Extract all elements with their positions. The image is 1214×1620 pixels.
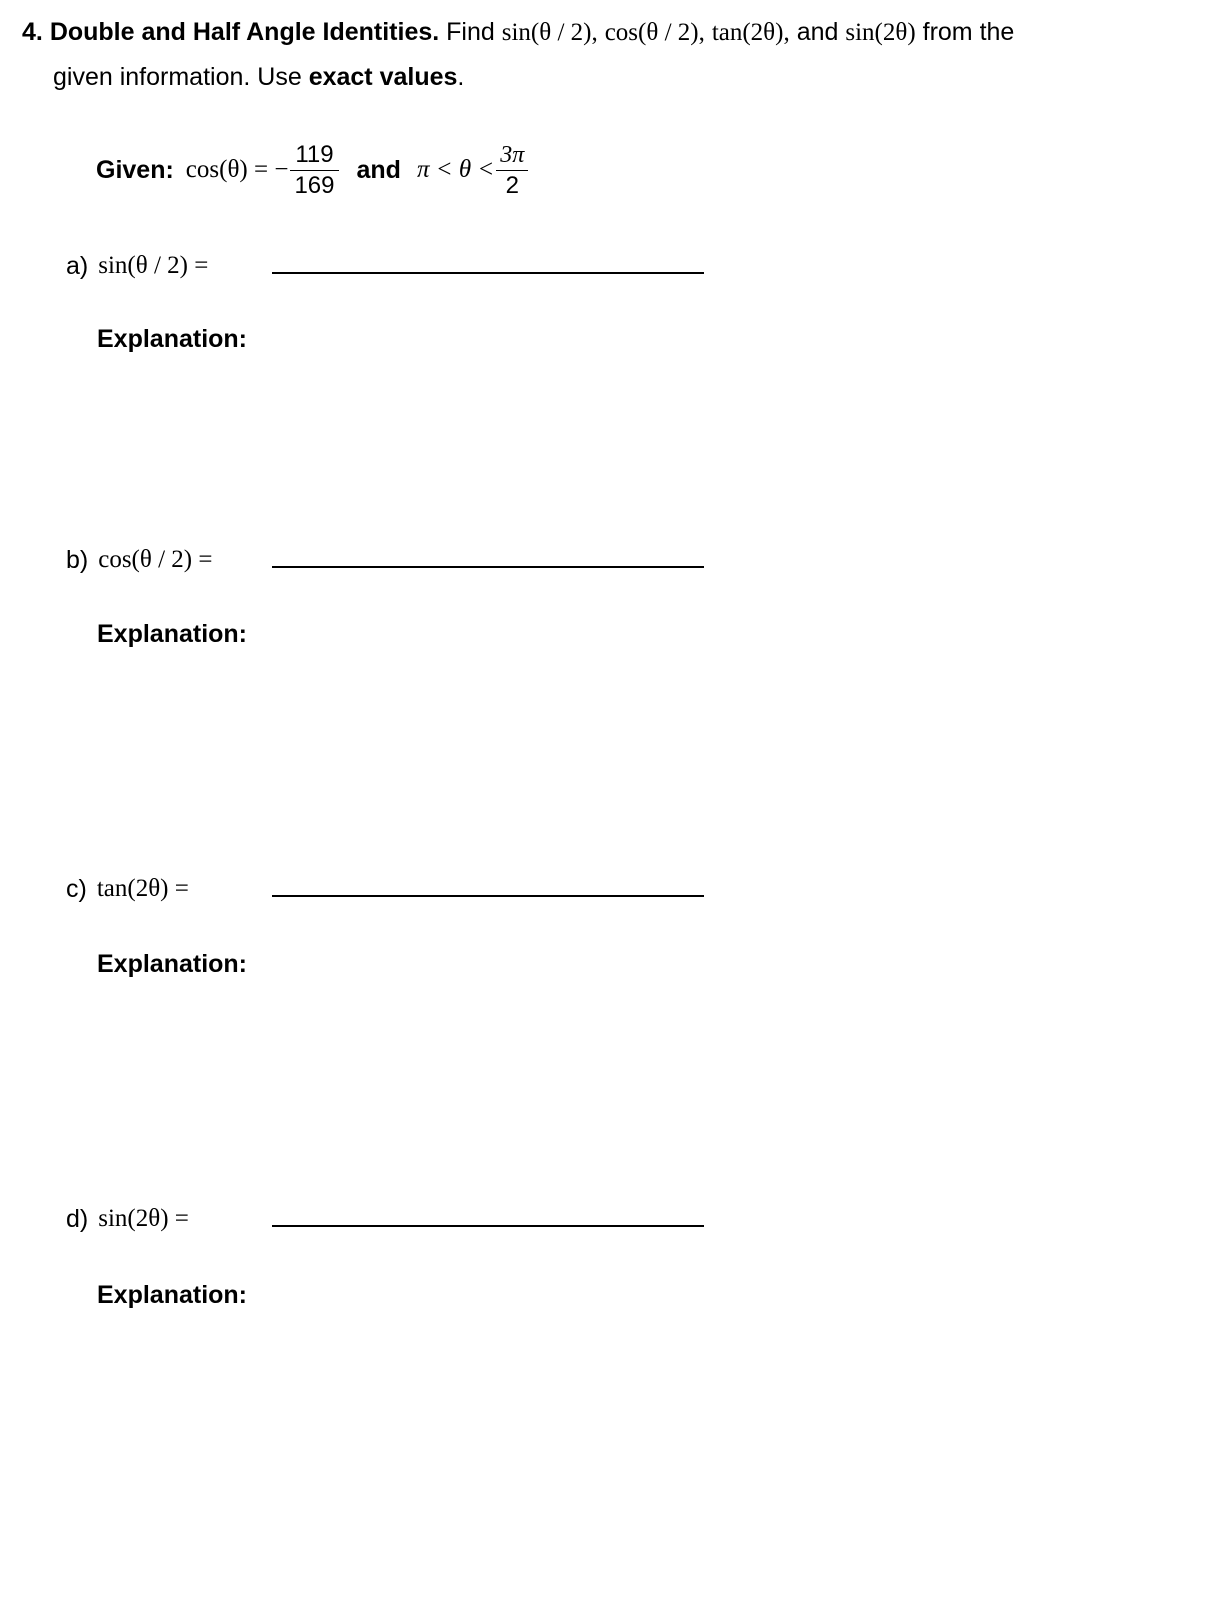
- given-denominator: 169: [294, 171, 335, 199]
- range-fraction: [496, 140, 528, 201]
- answer-line-a[interactable]: [272, 272, 704, 274]
- find-text: Find: [446, 18, 495, 46]
- question-b: [66, 538, 212, 582]
- range-numerator: 3π: [500, 141, 525, 168]
- problem-number: 4.: [22, 18, 43, 46]
- instructions-prefix: given information. Use: [53, 63, 302, 91]
- find-item-cos-half: cos(θ / 2),: [604, 19, 705, 46]
- question-d: [66, 1197, 189, 1241]
- question-b-label: b): [66, 545, 89, 574]
- given-fraction: [290, 140, 338, 201]
- instructions-suffix: .: [457, 63, 465, 91]
- question-b-expression: cos(θ / 2) =: [98, 546, 213, 573]
- problem-title: Double and Half Angle Identities.: [49, 18, 440, 46]
- problem-heading: [22, 14, 1014, 51]
- explanation-label-b: Explanation:: [97, 620, 248, 648]
- question-c-expression: tan(2θ) =: [96, 875, 189, 902]
- instructions-emphasis: exact values: [308, 63, 458, 91]
- find-item-sin-double: sin(2θ): [845, 19, 916, 46]
- question-a: [66, 244, 208, 288]
- explanation-label-c: Explanation:: [97, 950, 248, 978]
- given-inequality: π < θ <: [416, 156, 495, 183]
- given-statement: [96, 130, 530, 210]
- question-a-expression: sin(θ / 2) =: [98, 252, 209, 279]
- answer-line-b[interactable]: [272, 566, 704, 568]
- given-conjunction: and: [356, 155, 401, 184]
- given-label: Given:: [96, 155, 174, 184]
- question-d-expression: sin(2θ) =: [98, 1205, 189, 1232]
- explanation-label-a: Explanation:: [97, 325, 248, 353]
- find-trailing: from the: [922, 18, 1015, 46]
- explanation-label-d: Explanation:: [97, 1281, 248, 1309]
- question-c-label: c): [66, 874, 87, 903]
- answer-line-d[interactable]: [272, 1225, 704, 1227]
- find-item-sin-half: sin(θ / 2),: [501, 19, 598, 46]
- question-d-label: d): [66, 1204, 89, 1233]
- problem-instructions: [53, 59, 464, 95]
- find-item-tan-double: tan(2θ),: [711, 19, 790, 46]
- answer-line-c[interactable]: [272, 895, 704, 897]
- range-denominator: 2: [505, 171, 519, 199]
- question-c: [66, 867, 189, 911]
- question-a-label: a): [66, 251, 89, 280]
- given-numerator: 119: [295, 140, 334, 168]
- find-and: and: [796, 18, 839, 46]
- given-lhs: cos(θ) = −: [185, 156, 289, 183]
